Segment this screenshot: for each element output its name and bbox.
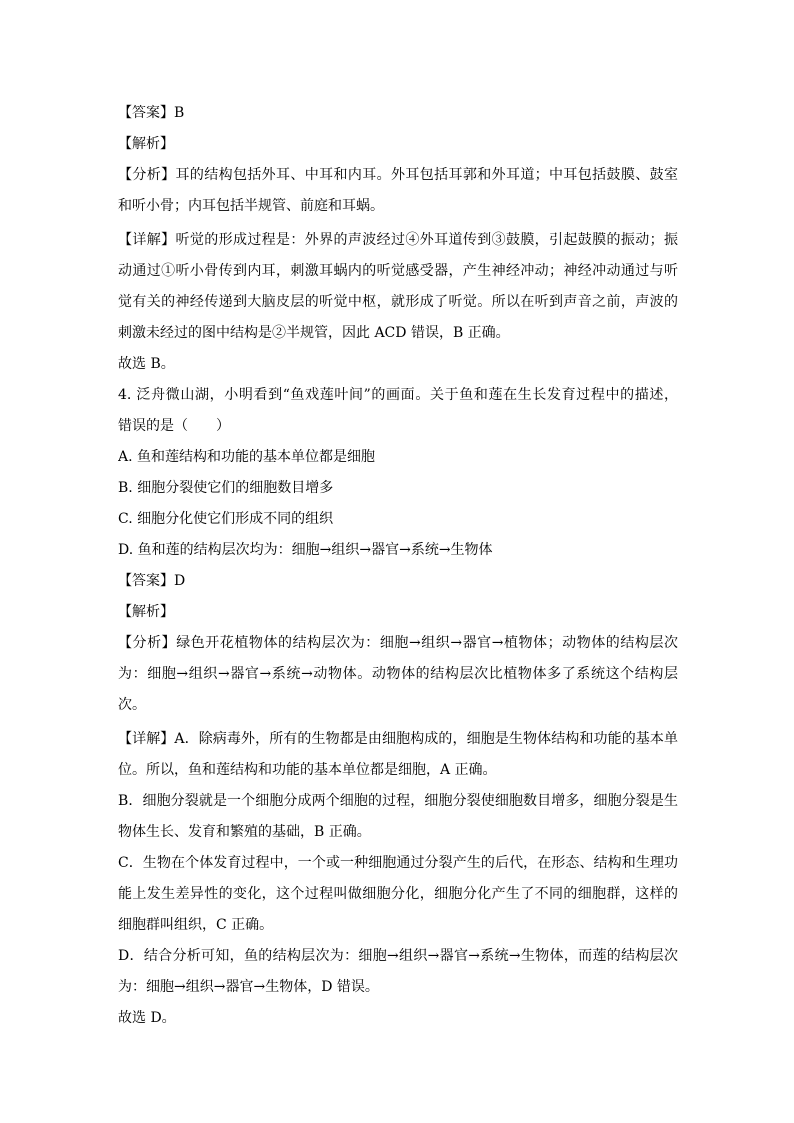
q4-options <box>118 442 678 566</box>
text-line: 和听小骨；内耳包括半规管、前庭和耳蜗。 <box>118 198 384 214</box>
option-b: B. 细胞分裂使它们的细胞数目增多 <box>118 480 334 496</box>
q3-detail-paragraph <box>118 225 678 349</box>
text-line: 错误的是（ ） <box>118 418 230 434</box>
option-a: A. 鱼和莲结构和功能的基本单位都是细胞 <box>118 449 376 465</box>
text-line: 细胞群叫组织，C 正确。 <box>118 917 274 933</box>
q4-conclusion: 故选 D。 <box>118 1010 176 1026</box>
q3-analysis-paragraph <box>118 160 678 222</box>
q3-analysis-heading: 【解析】 <box>118 136 174 152</box>
text-line: 【详解】听觉的形成过程是：外界的声波经过④外耳道传到③鼓膜，引起鼓膜的振动；振 <box>118 232 678 248</box>
text-line: 为：细胞→组织→器官→系统→动物体。动物体的结构层次比植物体多了系统这个结构层 <box>118 666 678 682</box>
q4-analysis-paragraph <box>118 628 678 721</box>
q4-analysis-heading: 【解析】 <box>118 604 174 620</box>
text-line: D．结合分析可知，鱼的结构层次为：细胞→组织→器官→系统→生物体，而莲的结构层次 <box>118 948 678 964</box>
q4-answer: 【答案】D <box>118 573 186 589</box>
text-line: 次。 <box>118 697 146 713</box>
text-line: 动通过①听小骨传到内耳，刺激耳蜗内的听觉感受器，产生神经冲动；神经冲动通过与听 <box>118 263 678 279</box>
q4-detail-b <box>118 786 678 848</box>
q4-detail-c <box>118 848 678 941</box>
text-line: B．细胞分裂就是一个细胞分成两个细胞的过程，细胞分裂使细胞数目增多，细胞分裂是生 <box>118 793 678 809</box>
text-line: 物体生长、发育和繁殖的基础，B 正确。 <box>118 824 371 840</box>
q4-detail-a <box>118 724 678 786</box>
text-line: 位。所以，鱼和莲结构和功能的基本单位都是细胞，A 正确。 <box>118 762 497 778</box>
text-line: 刺激未经过的图中结构是②半规管，因此 ACD 错误，B 正确。 <box>118 325 510 341</box>
q3-conclusion: 故选 B。 <box>118 356 175 372</box>
text-line: 【详解】A．除病毒外，所有的生物都是由细胞构成的，细胞是生物体结构和功能的基本单 <box>118 731 678 747</box>
q3-answer: 【答案】B <box>118 105 185 121</box>
text-line: 【分析】耳的结构包括外耳、中耳和内耳。外耳包括耳郭和外耳道；中耳包括鼓膜、鼓室 <box>118 167 678 183</box>
text-line: 4. 泛舟微山湖，小明看到“鱼戏莲叶间”的画面。关于鱼和莲在生长发育过程中的描述， <box>118 387 678 403</box>
option-c: C. 细胞分化使它们形成不同的组织 <box>118 511 334 527</box>
option-d: D. 鱼和莲的结构层次均为：细胞→组织→器官→系统→生物体 <box>118 542 493 558</box>
text-line: 为：细胞→组织→器官→生物体，D 错误。 <box>118 979 379 995</box>
text-line: 能上发生差异性的变化，这个过程叫做细胞分化，细胞分化产生了不同的细胞群，这样的 <box>118 886 678 902</box>
q4-detail-d <box>118 941 678 1003</box>
q4-stem <box>118 380 678 442</box>
text-line: C．生物在个体发育过程中，一个或一种细胞通过分裂产生的后代，在形态、结构和生理功 <box>118 855 678 871</box>
text-line: 觉有关的神经传递到大脑皮层的听觉中枢，就形成了听觉。所以在听到声音之前，声波的 <box>118 294 678 310</box>
document-page <box>118 98 678 1034</box>
text-line: 【分析】绿色开花植物体的结构层次为：细胞→组织→器官→植物体；动物体的结构层次 <box>118 635 678 651</box>
